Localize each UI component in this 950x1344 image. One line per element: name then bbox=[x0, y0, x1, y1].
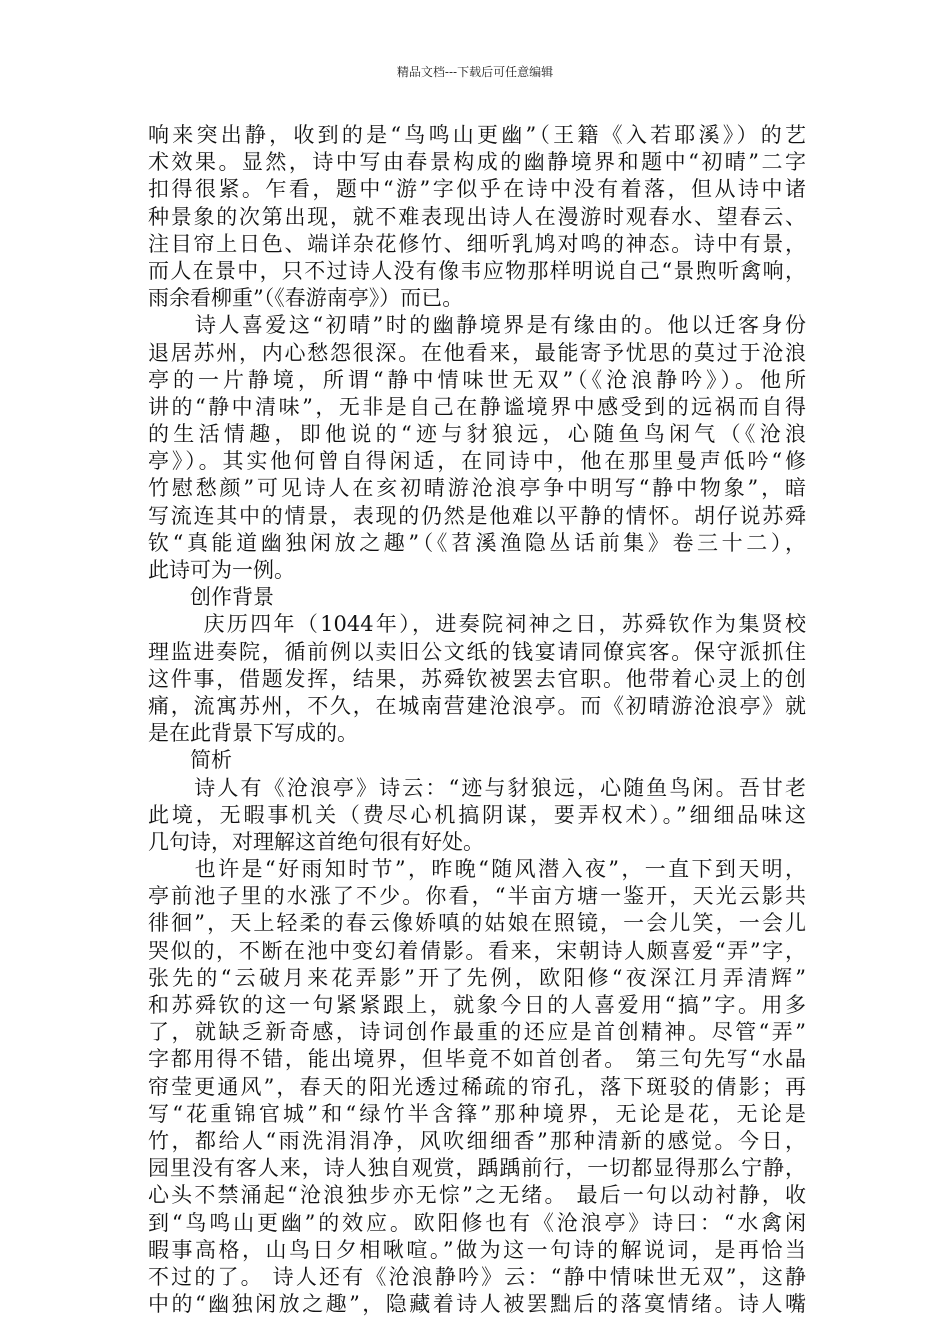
text-line: 退居苏州，内心愁怨很深。在他看来，最能寄予忧思的莫过于沧浪 bbox=[148, 340, 806, 365]
text-line: 中的“幽独闲放之趣”，隐藏着诗人被罢黜后的落寞情绪。诗人嘴 bbox=[148, 1292, 806, 1317]
text-line: 哭似的，不断在池中变幻着倩影。看来，宋朝诗人颇喜爱“弄”字， bbox=[148, 938, 806, 963]
text-line: 徘徊”，天上轻柔的春云像娇嗔的姑娘在照镜，一会儿笑，一会儿 bbox=[148, 911, 806, 936]
text-line: 钦“真能道幽独闲放之趣”（《苕溪渔隐丛话前集》卷三十二）， bbox=[148, 530, 806, 555]
text-line: 此境，无暇事机关（费尽心机搞阴谋，要弄权术）。”细细品味这 bbox=[148, 802, 806, 827]
text-line: 庆历四年（1044年），进奏院祠神之日，苏舜钦作为集贤校 bbox=[148, 612, 806, 637]
text-line: 写流连其中的情景，表现的仍然是他难以平静的情怀。胡仔说苏舜 bbox=[148, 503, 806, 528]
text-line: 也许是“好雨知时节”，昨晚“随风潜入夜”，一直下到天明， bbox=[148, 857, 806, 882]
text-line: 扣得很紧。乍看，题中“游”字似乎在诗中没有着落，但从诗中诸 bbox=[148, 177, 806, 202]
text-line: 到“鸟鸣山更幽”的效应。欧阳修也有《沧浪亭》诗曰：“水禽闲 bbox=[148, 1210, 806, 1235]
text-line: 竹，都给人“雨洗涓涓净，风吹细细香”那种清新的感觉。今日， bbox=[148, 1128, 806, 1153]
text-line: 的生活情趣，即他说的“迹与豺狼远，心随鱼鸟闲气（《沧浪 bbox=[148, 422, 806, 447]
text-line: 亭》）。其实他何曾自得闲适，在同诗中，他在那里曼声低吟“修 bbox=[148, 449, 806, 474]
text-line: 张先的“云破月来花弄影”开了先例，欧阳修“夜深江月弄清辉” bbox=[148, 965, 806, 990]
text-line: 术效果。显然，诗中写由春景构成的幽静境界和题中“初晴”二字 bbox=[148, 150, 806, 175]
text-line: 雨余看柳重”（《春游南亭》）而已。 bbox=[148, 286, 464, 311]
text-line: 帘莹更通风”，春天的阳光透过稀疏的帘孔，落下斑驳的倩影；再 bbox=[148, 1074, 806, 1099]
text-line: 和苏舜钦的这一句紧紧跟上，就象今日的人喜爱用“搞”字。用多 bbox=[148, 993, 806, 1017]
text-line: 园里没有客人来，诗人独自观赏，踽踽前行，一切都显得那么宁静， bbox=[148, 1156, 806, 1181]
text-line: 简析 bbox=[148, 748, 232, 773]
text-line: 这件事，借题发挥，结果，苏舜钦被罢去官职。他带着心灵上的创 bbox=[148, 666, 806, 691]
text-line: 响来突出静，收到的是“鸟鸣山更幽”（王籍《入若耶溪》）的艺 bbox=[148, 123, 806, 147]
text-line: 几句诗，对理解这首绝句很有好处。 bbox=[148, 829, 484, 854]
text-line: 亭的一片静境，所谓“静中情味世无双”（《沧浪静吟》）。他所 bbox=[148, 367, 806, 392]
text-line: 理监进奏院，循前例以卖旧公文纸的钱宴请同僚宾客。保守派抓住 bbox=[148, 639, 806, 664]
text-line: 竹慰愁颜”可见诗人在亥初晴游沧浪亭争中明写“静中物象”，暗 bbox=[148, 476, 806, 501]
text-line: 而人在景中，只不过诗人没有像韦应物那样明说自己“景煦听禽响， bbox=[148, 258, 806, 283]
page-header: 精品文档---下载后可任意编辑 bbox=[396, 65, 554, 79]
text-line: 亭前池子里的水涨了不少。你看，“半亩方塘一鉴开，天光云影共 bbox=[148, 884, 806, 909]
text-line: 是在此背景下写成的。 bbox=[148, 721, 358, 746]
text-line: 字都用得不错，能出境界，但毕竟不如首创者。 第三句先写“水晶 bbox=[148, 1047, 806, 1072]
document-body bbox=[148, 122, 806, 1318]
text-line: 诗人喜爱这“初晴”时的幽静境界是有缘由的。他以迁客身份 bbox=[148, 313, 806, 338]
text-line: 创作背景 bbox=[148, 585, 274, 610]
text-line: 诗人有《沧浪亭》诗云：“迹与豺狼远，心随鱼鸟闲。吾甘老 bbox=[148, 775, 806, 800]
text-line: 暇事高格，山鸟日夕相啾喧。”做为这一句诗的解说词，是再恰当 bbox=[148, 1237, 806, 1262]
text-line: 写“花重锦官城”和“绿竹半含箨”那种境界，无论是花，无论是 bbox=[148, 1101, 806, 1126]
text-line: 不过的了。 诗人还有《沧浪静吟》云：“静中情味世无双”，这静 bbox=[148, 1264, 806, 1289]
text-line: 种景象的次第出现，就不难表现出诗人在漫游时观春水、望春云、 bbox=[148, 204, 806, 229]
text-line: 心头不禁涌起“沧浪独步亦无悰”之无绪。 最后一句以动衬静，收 bbox=[148, 1183, 806, 1208]
text-line: 了，就缺乏新奇感，诗词创作最重的还应是首创精神。尽管“弄” bbox=[148, 1020, 806, 1045]
text-line: 讲的“静中清味”，无非是自己在静谧境界中感受到的远祸而自得 bbox=[148, 394, 806, 419]
text-line: 痛，流寓苏州，不久，在城南营建沧浪亭。而《初晴游沧浪亭》就 bbox=[148, 693, 806, 718]
text-line: 此诗可为一例。 bbox=[148, 558, 295, 582]
text-line: 注目帘上日色、端详杂花修竹、细听乳鸠对鸣的神态。诗中有景， bbox=[148, 231, 806, 256]
